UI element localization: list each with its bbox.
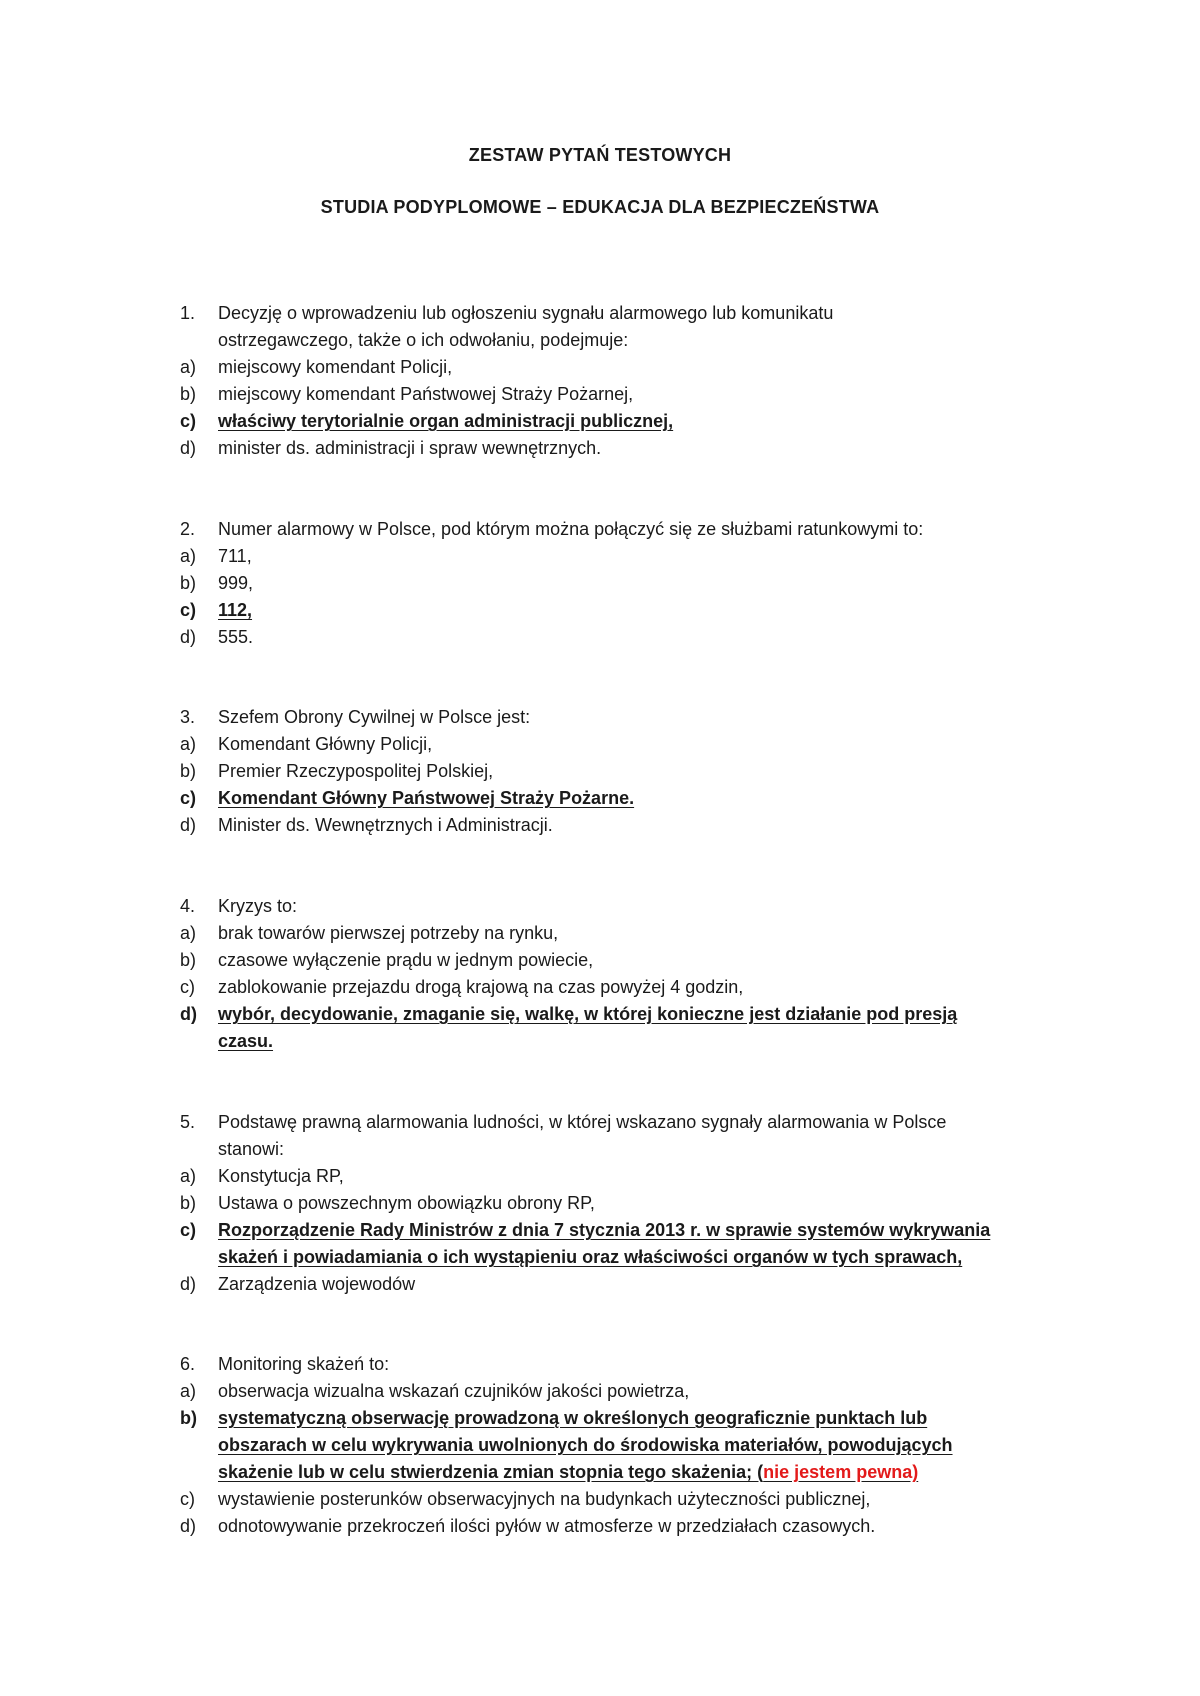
- question-text-continued: stanowi:: [218, 1139, 285, 1159]
- question-text: Numer alarmowy w Polsce, pod którym można połączyć się ze służbami ratunkowymi to:: [218, 519, 924, 539]
- question-text-continued: ostrzegawczego, także o ich odwołaniu, podejmuje:: [218, 330, 629, 350]
- question-text: Podstawę prawną alarmowania ludności, w której wskazano sygnały alarmowania w Polsce: [218, 1112, 947, 1132]
- question-number: 1.: [180, 303, 196, 323]
- question-number: 6.: [180, 1354, 196, 1374]
- question-number: 4.: [180, 896, 196, 916]
- question-text: Szefem Obrony Cywilnej w Polsce jest:: [218, 707, 531, 727]
- question-text: Monitoring skażeń to:: [218, 1354, 390, 1374]
- document-subtitle: STUDIA PODYPLOMOWE – EDUKACJA DLA BEZPIECZEŃSTWA: [320, 197, 880, 217]
- document-page: ZESTAW PYTAŃ TESTOWYCH STUDIA PODYPLOMOWE – EDUKACJA DLA BEZPIECZEŃSTWA 1. Decyzję o wprowadzeniu lub ogłoszeniu sygnału alarmowego lub komunikatu ostrzegawczego, także o ich odwołaniu, podejmuje: a) miejscowy komendant Policji, b) miejscowy komendant Państwowej Straży Pożarnej, c) właściwy terytorialnie organ administracji publicznej, d) minister ds. administracji i spraw wewnętrznych. 2. Numer alarmowy w Polsce, pod którym można połączyć się ze służbami ratunkowymi to: a) 711, b) 999, c) 112, d) 555. 3. Szefem Obrony Cywilnej w Polsce jest: a) Komendant Główny Policji, b) Premier Rzeczypospolitej Polskiej, c) Komendant Główny Państwowej Straży Pożarne. d) Minister ds. Wewnętrznych i Administracji. 4. Kryzys to: a) brak towarów pierwszej potrzeby na rynku, b) czasowe wyłączenie prądu w jednym powiecie, c) zablokowanie przejazdu drogą krajową na czas powyżej 4 godzin, d) wybór, decydowanie, zmaganie się, walkę, w której konieczne jest działanie pod presją czasu. 5. Podstawę prawną alarmowania ludności, w której wskazano sygnały alarmowania w Polsce stanowi: a) Konstytucja RP, b) Ustawa o powszechnym obowiązku obrony RP, c) Rozporządzenie Rady Ministrów z dnia 7 stycznia 2013 r. w sprawie systemów wykrywania skażeń i powiadamiania o ich wystąpieniu oraz właściwości organów w tych sprawach, d) Zarządzenia wojewodów 6. Monitoring skażeń to: a) obserwacja wizualna wskazań czujników jakości powietrza, b) systematyczną obserwację prowadzoną w określonych geograficznie punktach lub obszarach w celu wykrywania uwolnionych do środowiska materiałów, powodujących skażenie lub w celu stwierdzenia zmian stopnia tego skażenia; (nie jestem pewna) c) wystawienie posterunków obserwacyjnych na budynkach użyteczności publicznej, d) odnotowywanie przekroczeń ilości pyłów w atmosferze w przedziałach czasowych.: [0, 0, 1200, 1696]
- answer-b-continued: obszarach w celu wykrywania uwolnionych do środowiska materiałów, powodujących: [218, 1435, 953, 1455]
- answer-d-continued: czasu.: [218, 1031, 274, 1051]
- question-number: 3.: [180, 707, 196, 727]
- question-text: Kryzys to:: [218, 896, 298, 916]
- question-number: 5.: [180, 1112, 196, 1132]
- question-text: Decyzję o wprowadzeniu lub ogłoszeniu sygnału alarmowego lub komunikatu: [218, 303, 834, 323]
- answer-b-continued-2: skażenie lub w celu stwierdzenia zmian stopnia tego skażenia; (nie jestem pewna): [218, 1462, 919, 1482]
- answer-c-continued: skażeń i powiadamiania o ich wystąpieniu oraz właściwości organów w tych sprawach,: [218, 1247, 963, 1267]
- uncertainty-note: nie jestem pewna): [763, 1462, 919, 1482]
- question-number: 2.: [180, 519, 196, 539]
- document-title: ZESTAW PYTAŃ TESTOWYCH: [468, 145, 732, 165]
